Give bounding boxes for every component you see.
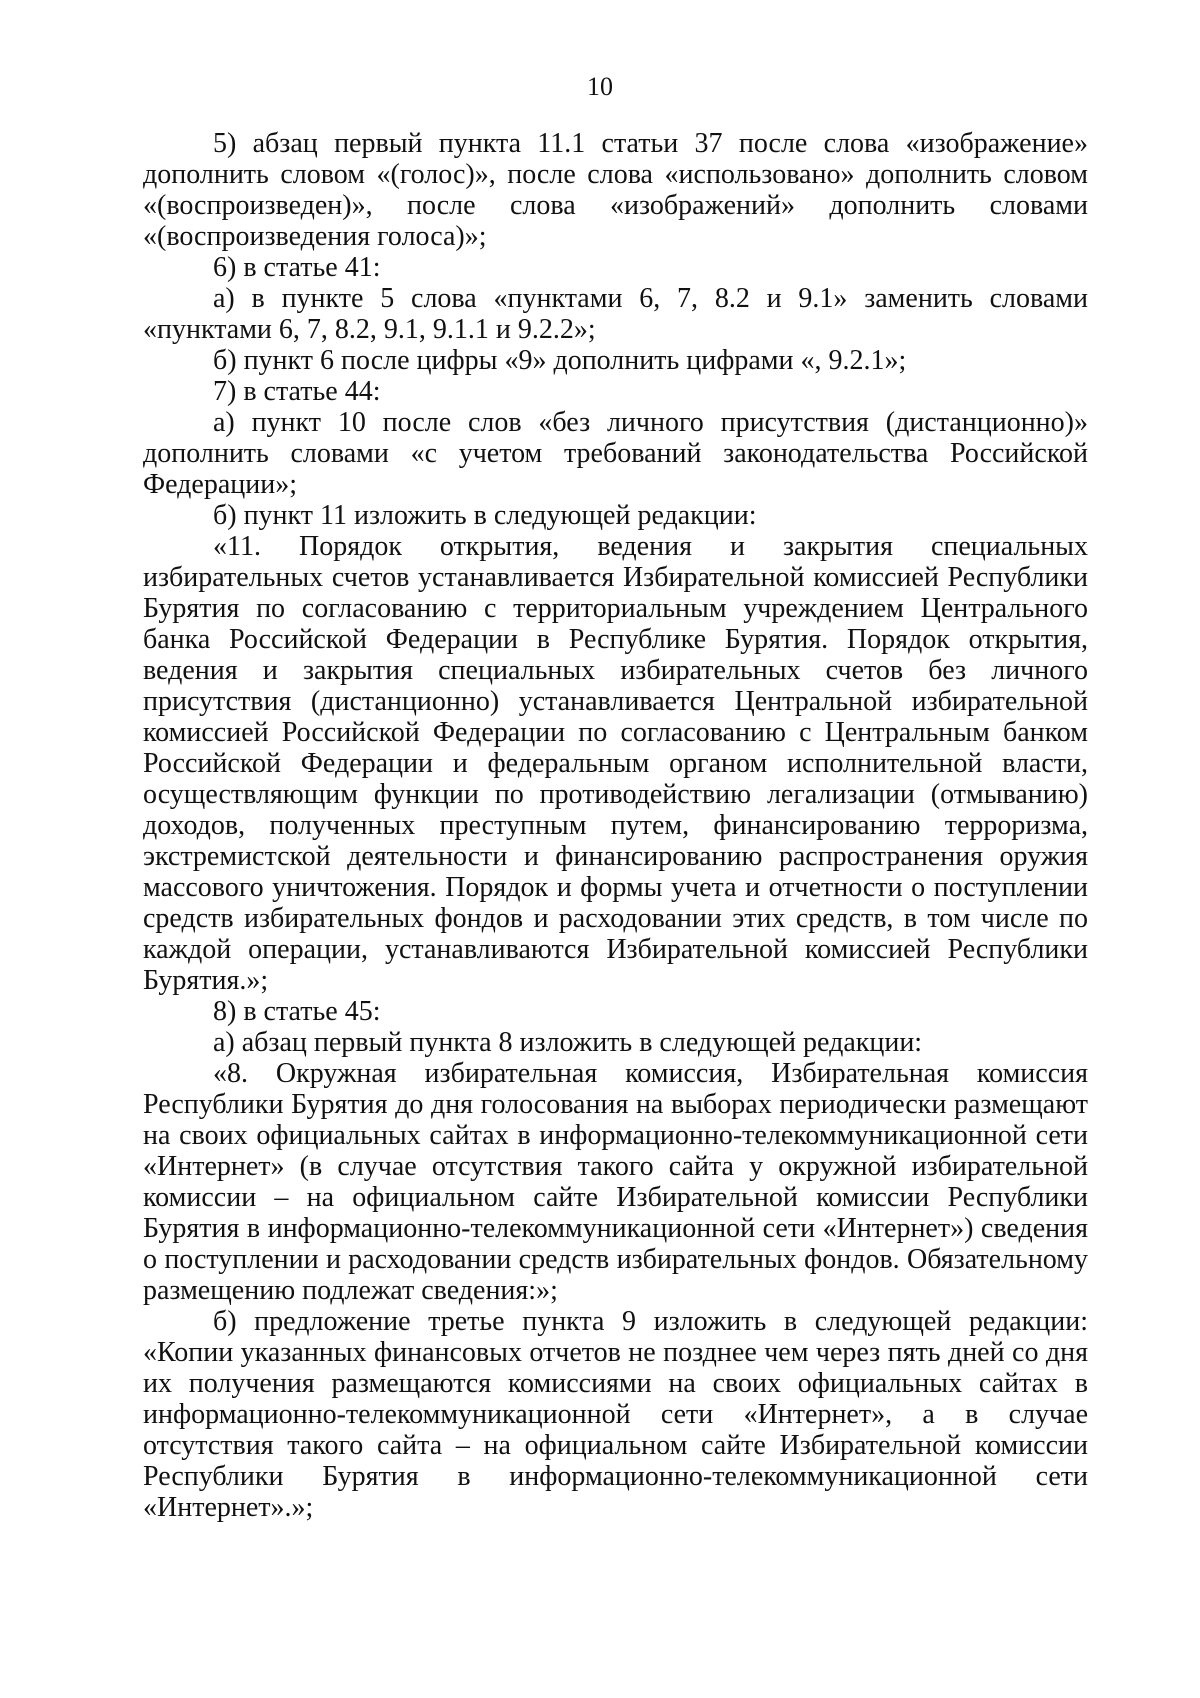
paragraph-item-6: 6) в статье 41: bbox=[213, 252, 381, 283]
paragraph-item-8a: а) абзац первый пункта 8 изложить в следующей редакции: bbox=[213, 1027, 923, 1058]
page-number: 10 bbox=[587, 72, 613, 101]
paragraph-item-6a: а) в пункте 5 слова «пунктами 6, 7, 8.2 и 9.1» заменить словами «пунктами 6, 7, 8.2, 9.1, 9.1.1 и 9.2.2»; bbox=[143, 283, 1088, 345]
paragraph-item-7: 7) в статье 44: bbox=[213, 376, 381, 407]
paragraph-quote-8: «8. Окружная избирательная комиссия, Избирательная комиссия Республики Бурятия до дня голосования на выборах периодически размещают на своих официальных сайтах в информационно-телекоммуникационной сети «Интернет» (в случае отсутствия такого сайта у окружной избирательной комиссии – на официальном сайте Избирательной комиссии Республики Бурятия в информационно-телекоммуникационной сети «Интернет») сведения о поступлении и расходовании средств избирательных фондов. Обязательному размещению подлежат сведения:»; bbox=[143, 1058, 1088, 1306]
paragraph-item-6b: б) пункт 6 после цифры «9» дополнить цифрами «, 9.2.1»; bbox=[213, 345, 907, 376]
paragraph-item-8: 8) в статье 45: bbox=[213, 996, 381, 1027]
paragraph-item-5: 5) абзац первый пункта 11.1 статьи 37 после слова «изображение» дополнить словом «(голос)», после слова «использовано» дополнить словом «(воспроизведен)», после слова «изображений» дополнить словами «(воспроизведения голоса)»; bbox=[143, 128, 1088, 252]
paragraph-item-7b: б) пункт 11 изложить в следующей редакции: bbox=[213, 500, 757, 531]
paragraph-item-8b: б) предложение третье пункта 9 изложить в следующей редакции: «Копии указанных финансовых отчетов не позднее чем через пять дней со дня их получения размещаются комиссиями на своих официальных сайтах в информационно-телекоммуникационной сети «Интернет», а в случае отсутствия такого сайта – на официальном сайте Избирательной комиссии Республики Бурятия в информационно-телекоммуникационной сети «Интернет».»; bbox=[143, 1306, 1088, 1523]
document-body bbox=[143, 128, 1088, 1523]
paragraph-item-7a: а) пункт 10 после слов «без личного присутствия (дистанционно)» дополнить словами «с учетом требований законодательства Российской Федерации»; bbox=[143, 407, 1088, 500]
paragraph-quote-11: «11. Порядок открытия, ведения и закрытия специальных избирательных счетов устанавливается Избирательной комиссией Республики Бурятия по согласованию с территориальным учреждением Центрального банка Российской Федерации в Республике Бурятия. Порядок открытия, ведения и закрытия специальных избирательных счетов без личного присутствия (дистанционно) устанавливается Центральной избирательной комиссией Российской Федерации по согласованию с Центральным банком Российской Федерации и федеральным органом исполнительной власти, осуществляющим функции по противодействию легализации (отмыванию) доходов, полученных преступным путем, финансированию терроризма, экстремистской деятельности и финансированию распространения оружия массового уничтожения. Порядок и формы учета и отчетности о поступлении средств избирательных фондов и расходовании этих средств, в том числе по каждой операции, устанавливаются Избирательной комиссией Республики Бурятия.»; bbox=[143, 531, 1088, 996]
